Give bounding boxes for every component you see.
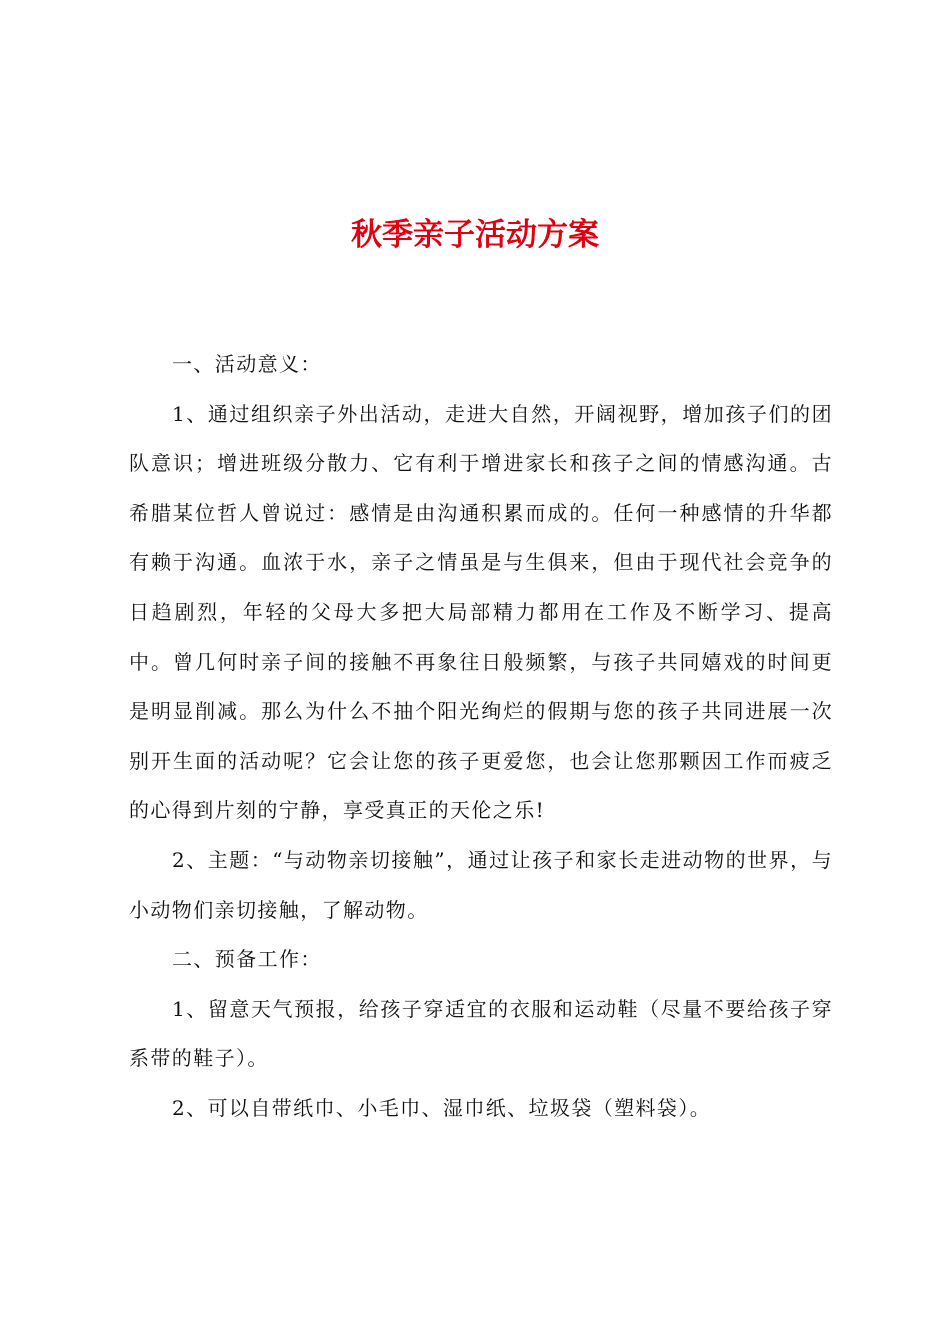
paragraph-preparation-items: 2、可以自带纸巾、小毛巾、湿巾纸、垃圾袋（塑料袋）。 (172, 1095, 712, 1120)
paragraph-significance-detail: 1、通过组织亲子外出活动，走进大自然，开阔视野，增加孩子们的团队意识；增进班级分散力、它有利于增进家长和孩子之间的情感沟通。古希腊某位哲人曾说过：感情是由沟通积累而成的。任何一种感情的升华都有赖于沟通。血浓于水，亲子之情虽是与生俱来，但由于现代社会竞争的日趋剧烈，年轻的父母大多把大局部精力都用在工作及不断学习、提高中。曾几何时亲子间的接触不再象往日般频繁，与孩子共同嬉戏的时间更是明显削减。那么为什么不抽个阳光绚烂的假期与您的孩子共同进展一次别开生面的活动呢？它会让您的孩子更爱您，也会让您那颗因工作而疲乏的心得到片刻的宁静，享受真正的天伦之乐! (129, 401, 833, 823)
document-body (129, 340, 833, 1134)
section-heading-significance: 一、活动意义： (172, 352, 322, 376)
document-title: 秋季亲子活动方案 (351, 217, 599, 253)
section-heading-preparation: 二、预备工作： (172, 947, 322, 972)
paragraph-theme: 2、主题：“与动物亲切接触”，通过让孩子和家长走进动物的世界，与小动物们亲切接触，了解动物。 (129, 847, 833, 922)
paragraph-preparation-weather: 1、留意天气预报，给孩子穿适宜的衣服和运动鞋（尽量不要给孩子穿系带的鞋子）。 (129, 996, 833, 1071)
